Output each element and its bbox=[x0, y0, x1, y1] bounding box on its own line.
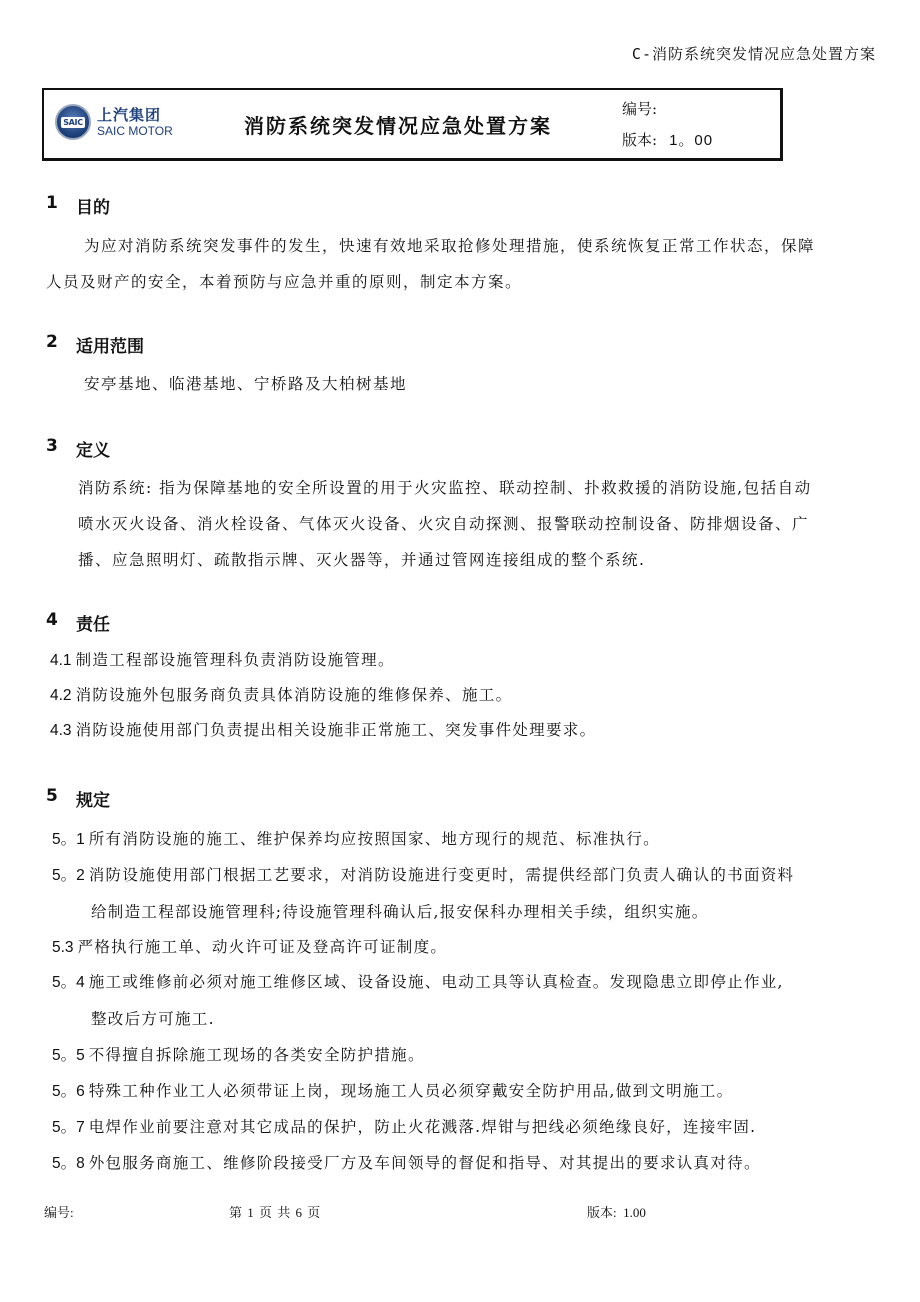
regulation-item bbox=[52, 1079, 733, 1101]
item-number: 5。4 bbox=[52, 974, 85, 991]
regulation-item bbox=[52, 1043, 425, 1065]
regulation-item-continuation: 给制造工程部设施管理科;待设施管理科确认后,报安保科办理相关手续，组织实施。 bbox=[91, 903, 709, 921]
item-number: 5.3 bbox=[52, 939, 74, 956]
definition-paragraph bbox=[78, 470, 812, 578]
item-number: 5。8 bbox=[52, 1155, 85, 1172]
section-scope bbox=[46, 332, 144, 357]
saic-logo bbox=[55, 104, 173, 140]
title-box bbox=[42, 88, 783, 161]
document-meta bbox=[622, 94, 713, 156]
section-title: 适用范围 bbox=[76, 337, 144, 357]
version-value: 1。00 bbox=[669, 132, 714, 149]
regulation-item bbox=[52, 1115, 756, 1137]
section-title: 目的 bbox=[76, 198, 110, 218]
responsibility-item bbox=[50, 683, 512, 705]
logo-en: SAIC MOTOR bbox=[97, 123, 173, 138]
section-number: 3 bbox=[46, 436, 58, 456]
paragraph-line: 消防系统: 指为保障基地的安全所设置的用于火灾监控、联动控制、扑救救援的消防设施,包括自动 bbox=[78, 479, 812, 497]
section-responsibility bbox=[46, 610, 110, 635]
paragraph-line: 喷水灭火设备、消火栓设备、气体灭火设备、火灾自动探测、报警联动控制设备、防排烟设备、广 bbox=[78, 515, 810, 533]
regulation-item bbox=[52, 863, 794, 885]
number-label: 编号: bbox=[622, 100, 658, 118]
scope-paragraph bbox=[84, 366, 407, 402]
item-number: 5。1 bbox=[52, 831, 85, 848]
section-number: 5 bbox=[46, 786, 58, 806]
section-heading bbox=[46, 193, 110, 218]
section-heading bbox=[46, 436, 110, 461]
paragraph-line: 人员及财产的安全，本着预防与应急并重的原则，制定本方案。 bbox=[46, 273, 523, 291]
section-purpose bbox=[46, 193, 110, 218]
version-label: 版本: bbox=[622, 131, 658, 149]
section-heading bbox=[46, 786, 110, 811]
section-regulations bbox=[46, 786, 110, 811]
item-text: 所有消防设施的施工、维护保养均应按照国家、地方现行的规范、标准执行。 bbox=[88, 830, 660, 848]
item-text: 消防设施使用部门负责提出相关设施非正常施工、突发事件处理要求。 bbox=[75, 721, 597, 739]
item-number: 4.1 bbox=[50, 652, 72, 669]
section-title: 责任 bbox=[76, 615, 110, 635]
footer-page-info: 第 1 页 共 6 页 bbox=[229, 1205, 321, 1220]
regulation-item-continuation: 整改后方可施工. bbox=[91, 1010, 215, 1028]
item-text: 消防设施使用部门根据工艺要求，对消防设施进行变更时，需提供经部门负责人确认的书面资料 bbox=[88, 866, 795, 884]
section-number: 1 bbox=[46, 193, 58, 213]
regulation-item bbox=[52, 970, 784, 992]
document-title: 消防系统突发情况应急处置方案 bbox=[244, 114, 552, 138]
paragraph-line: 播、应急照明灯、疏散指示牌、灭火器等，并通过管网连接组成的整个系统. bbox=[78, 551, 646, 569]
purpose-paragraph bbox=[46, 228, 815, 300]
regulation-item bbox=[52, 935, 447, 957]
logo-badge-text: SAIC bbox=[63, 117, 83, 127]
item-number: 4.2 bbox=[50, 687, 72, 704]
item-text: 消防设施外包服务商负责具体消防设施的维修保养、施工。 bbox=[75, 686, 513, 704]
item-number: 5。6 bbox=[52, 1083, 85, 1100]
item-text: 施工或维修前必须对施工维修区域、设备设施、电动工具等认真检查。发现隐患立即停止作业, bbox=[88, 973, 784, 991]
footer-number-label: 编号: bbox=[44, 1205, 74, 1220]
section-heading bbox=[46, 332, 144, 357]
item-text: 制造工程部设施管理科负责消防设施管理。 bbox=[75, 651, 395, 669]
section-definition bbox=[46, 436, 110, 461]
paragraph-line: 安亭基地、临港基地、宁桥路及大柏树基地 bbox=[84, 375, 408, 393]
item-text: 特殊工种作业工人必须带证上岗，现场施工人员必须穿戴安全防护用品,做到文明施工。 bbox=[88, 1082, 734, 1100]
section-heading bbox=[46, 610, 110, 635]
section-number: 4 bbox=[46, 610, 58, 630]
item-number: 5。7 bbox=[52, 1119, 85, 1136]
item-text: 电焊作业前要注意对其它成品的保护，防止火花溅落.焊钳与把线必须绝缘良好，连接牢固. bbox=[88, 1118, 757, 1136]
item-text: 不得擅自拆除施工现场的各类安全防护措施。 bbox=[88, 1046, 425, 1064]
item-number: 4.3 bbox=[50, 722, 72, 739]
responsibility-item bbox=[50, 648, 395, 670]
running-header: C-消防系统突发情况应急处置方案 bbox=[631, 45, 876, 63]
footer-version: 版本: 1.00 bbox=[587, 1205, 646, 1220]
section-title: 规定 bbox=[76, 791, 110, 811]
regulation-item bbox=[52, 827, 660, 849]
section-number: 2 bbox=[46, 332, 58, 352]
item-text: 严格执行施工单、动火许可证及登高许可证制度。 bbox=[77, 938, 448, 956]
saic-badge-icon bbox=[55, 104, 91, 140]
item-number: 5。5 bbox=[52, 1047, 85, 1064]
item-text: 外包服务商施工、维修阶段接受厂方及车间领导的督促和指导、对其提出的要求认真对待。 bbox=[88, 1154, 761, 1172]
logo-cn: 上汽集团 bbox=[97, 105, 162, 124]
regulation-item bbox=[52, 1151, 761, 1173]
paragraph-line: 为应对消防系统突发事件的发生，快速有效地采取抢修处理措施，使系统恢复正常工作状态，保障 bbox=[84, 237, 816, 255]
responsibility-item bbox=[50, 718, 596, 740]
section-title: 定义 bbox=[76, 441, 110, 461]
item-number: 5。2 bbox=[52, 867, 85, 884]
